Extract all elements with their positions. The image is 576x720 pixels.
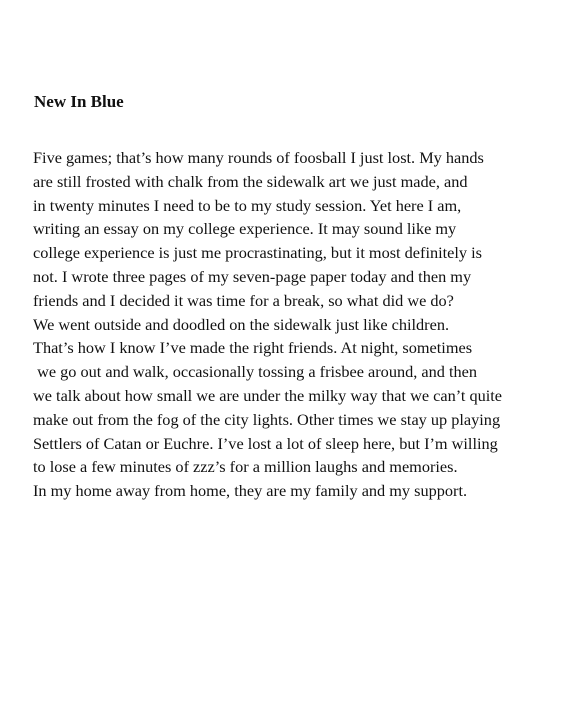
essay-line: make out from the fog of the city lights. Other times we stay up playing <box>33 409 501 429</box>
essay-line: we go out and walk, occasionally tossing a frisbee around, and then <box>33 362 477 382</box>
essay-line: Five games; that’s how many rounds of foosball I just lost. My hands <box>33 148 484 167</box>
essay-line: college experience is just me procrastinating, but it most definitely is <box>33 243 482 263</box>
essay-line: friends and I decided it was time for a break, so what did we do? <box>33 290 454 310</box>
essay-line: in twenty minutes I need to be to my study session. Yet here I am, <box>33 195 462 215</box>
essay-line: not. I wrote three pages of my seven-page paper today and then my <box>33 266 472 286</box>
essay-line: That’s how I know I’ve made the right friends. At night, sometimes <box>33 338 473 358</box>
essay-line: Settlers of Catan or Euchre. I’ve lost a lot of sleep here, but I’m willing <box>33 433 498 453</box>
document-title: New In Blue <box>34 92 124 111</box>
essay-line: In my home away from home, they are my family and my support. <box>33 481 468 501</box>
essay-body <box>33 146 563 503</box>
essay-line: We went outside and doodled on the sidewalk just like children. <box>33 314 450 334</box>
essay-line: we talk about how small we are under the milky way that we can’t quite <box>33 385 502 405</box>
essay-line: writing an essay on my college experience. It may sound like my <box>33 219 457 239</box>
essay-line: to lose a few minutes of zzz’s for a million laughs and memories. <box>33 457 458 477</box>
essay-line: are still frosted with chalk from the sidewalk art we just made, and <box>33 171 468 191</box>
